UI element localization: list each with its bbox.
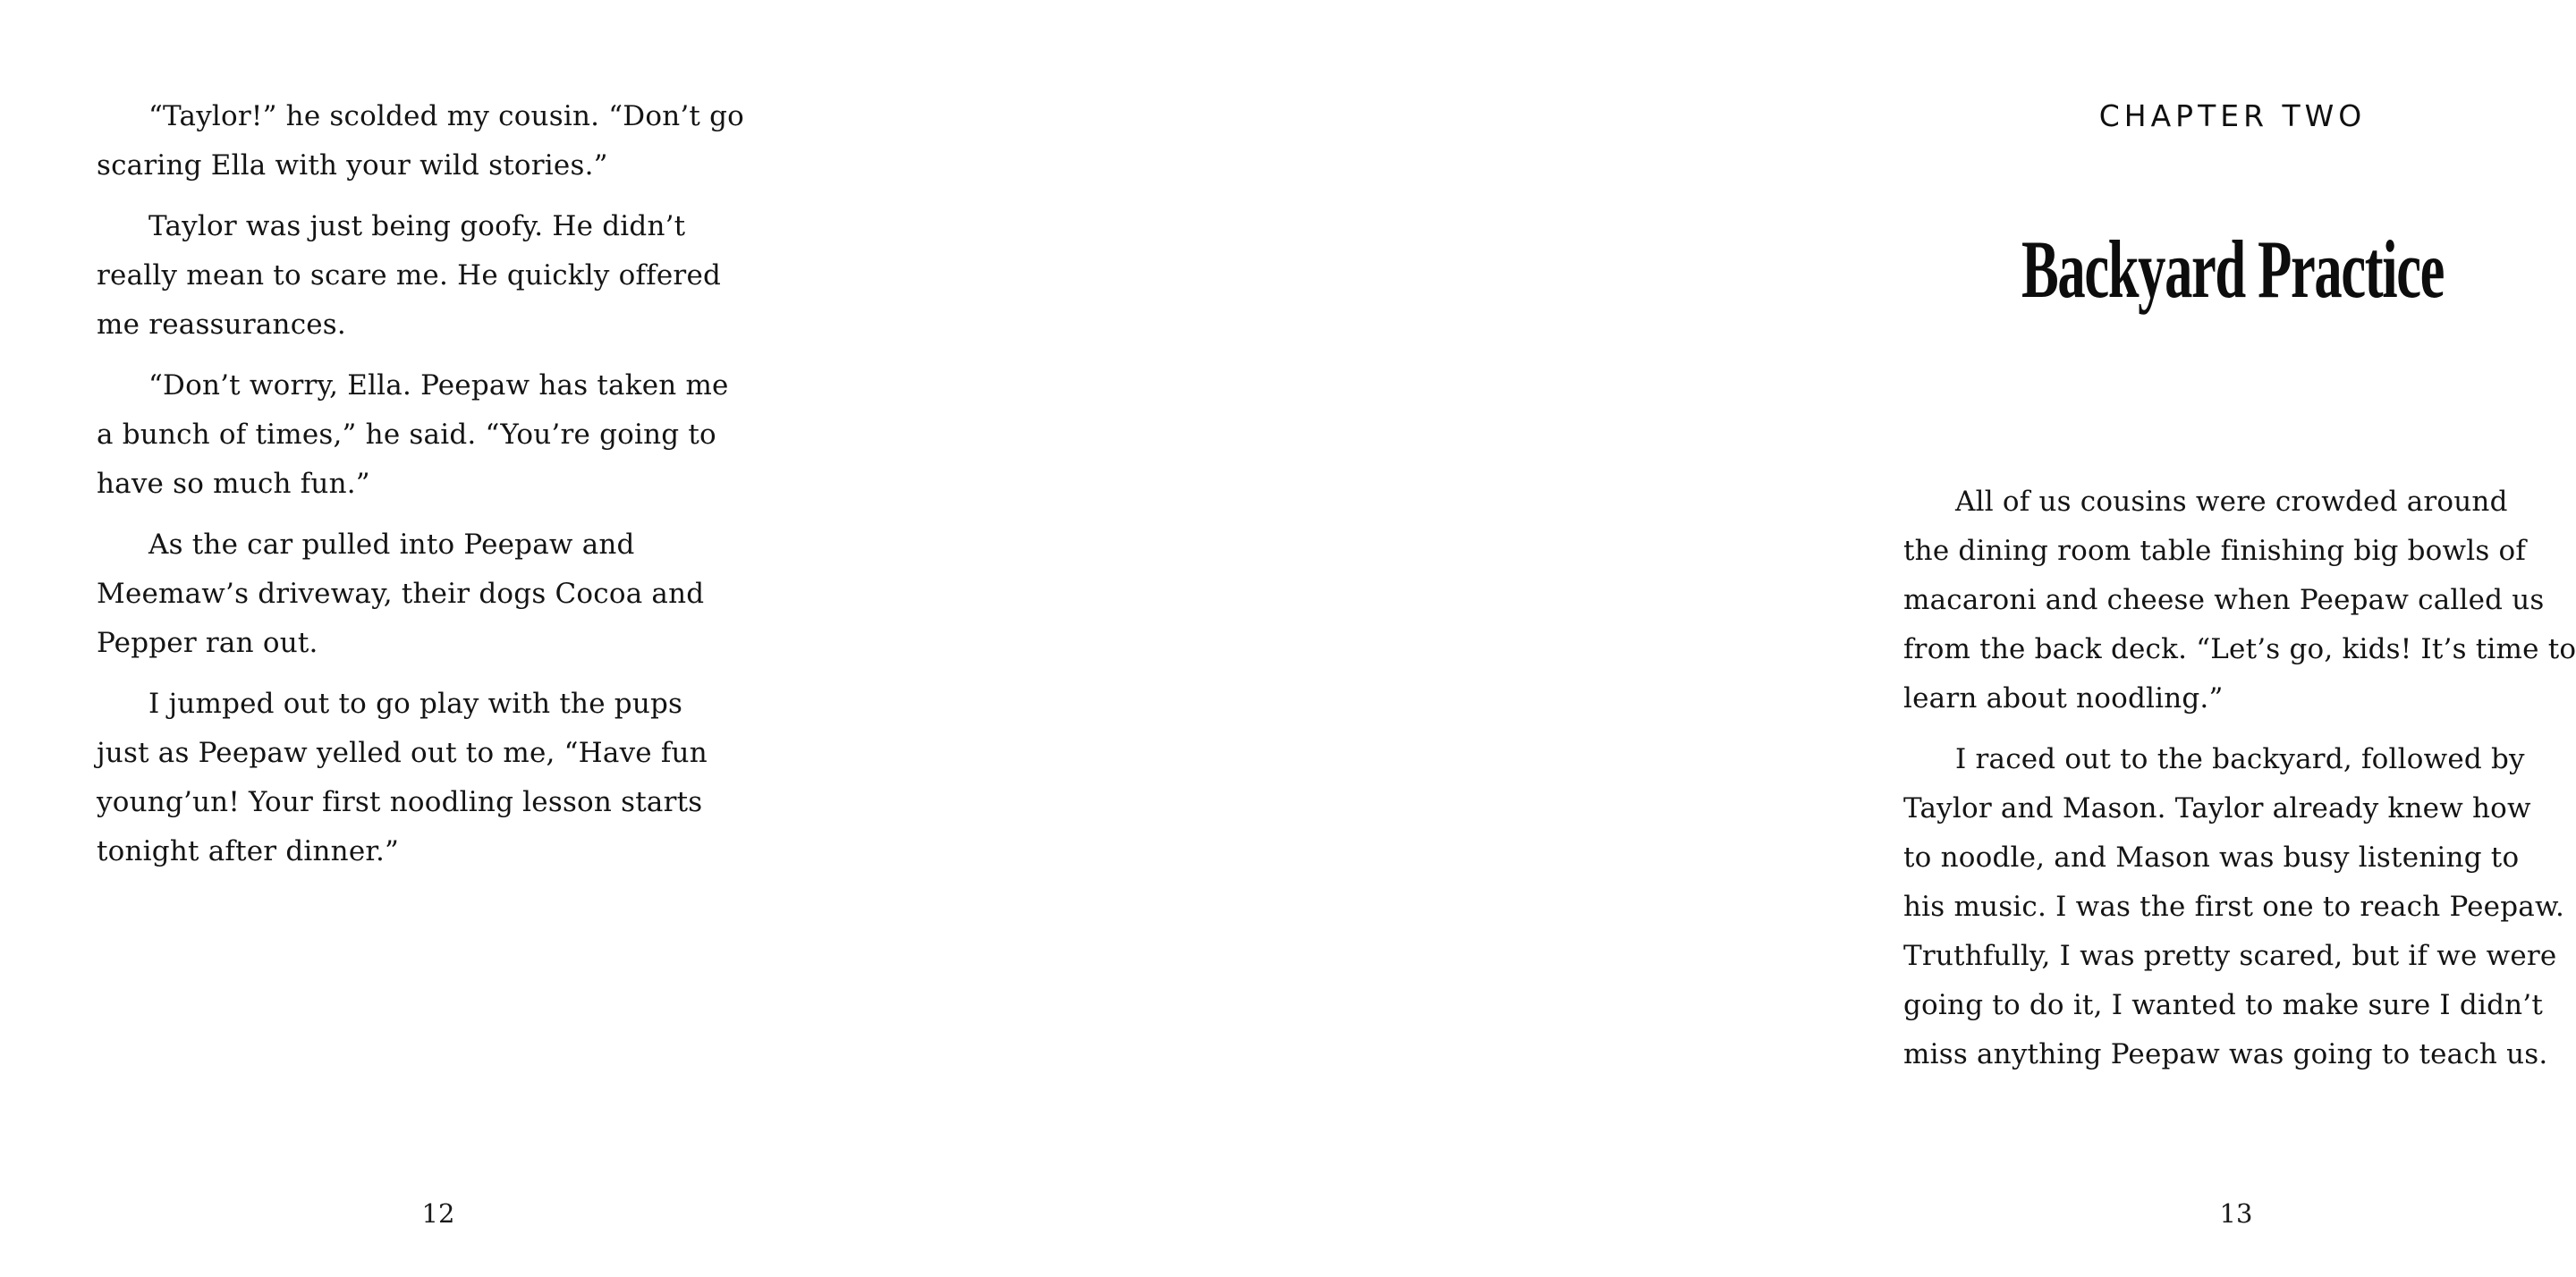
text-line: Meemaw’s driveway, their dogs Cocoa and [97,578,705,610]
right-page-number: 13 [2219,1198,2253,1229]
text-line: just as Peepaw yelled out to me, “Have fun [97,737,708,769]
text-line: Truthfully, I was pretty scared, but if we were [1903,940,2557,972]
text-line: I raced out to the backyard, followed by [1955,743,2525,775]
text-line: really mean to scare me. He quickly offered [97,259,722,292]
text-line: Taylor was just being goofy. He didn’t [148,210,686,242]
paragraph [1903,478,2576,723]
paragraph [1903,735,2565,1079]
paragraph [97,202,755,350]
left-page [0,0,894,1277]
text-line: I jumped out to go play with the pups [148,688,683,720]
text-line: me reassurances. [97,309,346,341]
text-line: All of us cousins were crowded around [1955,486,2508,518]
text-line: Pepper ran out. [97,627,318,659]
paragraph [97,680,755,876]
text-line: macaroni and cheese when Peepaw called us [1903,584,2545,616]
paragraph [97,92,755,190]
text-line: “Taylor!” he scolded my cousin. “Don’t go [148,100,745,132]
text-line: a bunch of times,” he said. “You’re going to [97,419,716,451]
right-page-text [1903,478,2576,1079]
text-line: have so much fun.” [97,468,370,500]
paragraph [97,520,755,668]
right-page [894,0,2576,1277]
text-line: from the back deck. “Let’s go, kids! It’s time to [1903,633,2576,665]
text-line: to noodle, and Mason was busy listening to [1903,841,2520,874]
text-line: his music. I was the first one to reach Peepaw. [1903,891,2565,923]
text-line: “Don’t worry, Ella. Peepaw has taken me [148,369,729,402]
text-line: Taylor and Mason. Taylor already knew how [1903,792,2531,825]
text-line: scaring Ella with your wild stories.” [97,149,608,182]
text-line: young’un! Your first noodling lesson starts [97,786,703,818]
text-line: the dining room table finishing big bowls of [1903,535,2527,567]
left-page-text [97,92,755,876]
text-line: tonight after dinner.” [97,835,400,867]
paragraph [97,361,755,509]
chapter-label: CHAPTER TWO [2098,98,2367,133]
text-line: miss anything Peepaw was going to teach us. [1903,1038,2548,1070]
text-line: learn about noodling.” [1903,682,2224,715]
chapter-title [1903,222,2562,317]
text-line: going to do it, I wanted to make sure I didn’t [1903,989,2543,1021]
chapter-title-text: Backyard Practice [2021,224,2444,315]
text-line: As the car pulled into Peepaw and [148,529,635,561]
left-page-number: 12 [421,1198,455,1229]
